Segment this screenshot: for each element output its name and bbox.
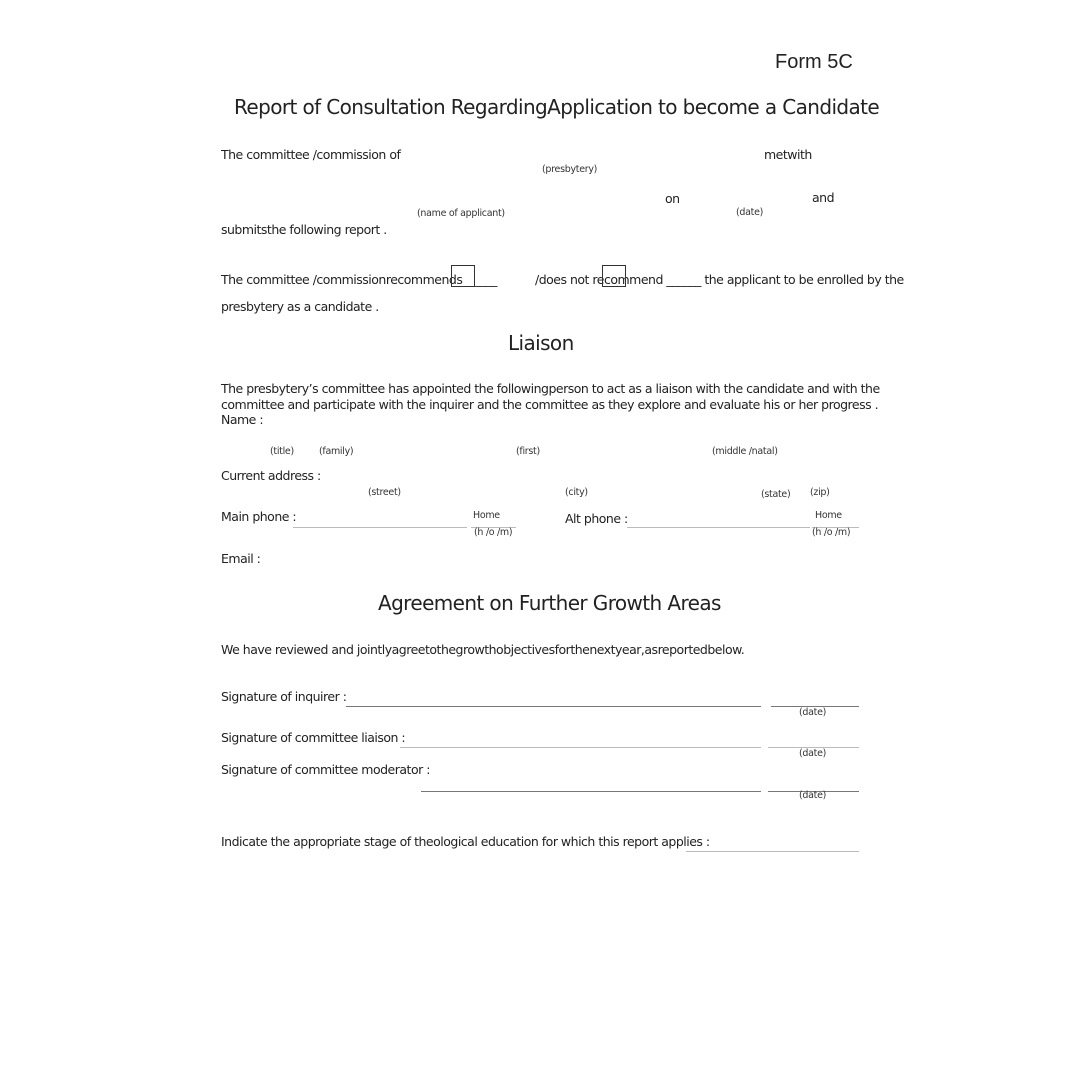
address-label: Current address : xyxy=(221,468,321,483)
middle-hint: (middle /natal) xyxy=(712,446,778,457)
page-title: Report of Consultation RegardingApplication to become a Candidate xyxy=(234,95,880,119)
intro-line3: submitsthe following report . xyxy=(221,222,387,237)
applicant-hint: (name of applicant) xyxy=(417,208,505,219)
liaison-paragraph-1: The presbytery’s committee has appointed the followingperson to act as a liaison with the candidate and with the xyxy=(221,381,880,396)
sig-moderator-field[interactable] xyxy=(421,791,761,792)
intro-line1: The committee /commission of xyxy=(221,147,401,162)
street-hint: (street) xyxy=(368,487,401,498)
main-phone-label: Main phone : xyxy=(221,509,297,524)
intro-on: on xyxy=(665,191,680,206)
liaison-paragraph-2: committee and participate with the inquirer and the committee as they explore and evaluate his or her progress . xyxy=(221,397,879,412)
family-hint: (family) xyxy=(319,446,354,457)
date-hint: (date) xyxy=(799,748,827,759)
agreement-statement: We have reviewed and jointlyagreetothegrowthobjectivesforthenextyear,asreportedbelow. xyxy=(221,642,745,657)
recommends-checkbox[interactable] xyxy=(451,265,475,287)
date-hint: (date) xyxy=(799,707,827,718)
intro-metwith: metwith xyxy=(764,147,812,162)
sig-inquirer-label: Signature of inquirer : xyxy=(221,689,347,704)
main-phone-type-hint: (h /o /m) xyxy=(474,527,513,538)
alt-phone-type[interactable]: Home xyxy=(815,510,842,521)
intro-and: and xyxy=(812,190,835,205)
alt-phone-label: Alt phone : xyxy=(565,511,628,526)
title-hint: (title) xyxy=(270,446,294,457)
does-not-recommend-checkbox[interactable] xyxy=(602,265,626,287)
recommend-text: The committee /commissionrecommends______ xyxy=(221,272,497,287)
alt-phone-type-hint: (h /o /m) xyxy=(812,527,851,538)
stage-label: Indicate the appropriate stage of theological education for which this report applies : xyxy=(221,834,710,849)
city-hint: (city) xyxy=(565,487,588,498)
state-hint: (state) xyxy=(761,489,791,500)
sig-liaison-label: Signature of committee liaison : xyxy=(221,730,406,745)
agreement-heading: Agreement on Further Growth Areas xyxy=(378,591,721,615)
date-hint: (date) xyxy=(799,790,827,801)
form-id: Form 5C xyxy=(775,51,853,73)
alt-phone-field[interactable] xyxy=(627,527,810,528)
not-recommend-text: /does not recommend ______ the applicant to be enrolled by the xyxy=(535,272,904,287)
presbytery-hint: (presbytery) xyxy=(542,164,598,175)
email-label: Email : xyxy=(221,551,261,566)
name-label: Name : xyxy=(221,412,264,427)
recommend-text-cont: presbytery as a candidate . xyxy=(221,299,379,314)
sig-inquirer-field[interactable] xyxy=(346,706,761,707)
sig-liaison-field[interactable] xyxy=(400,747,761,748)
liaison-heading: Liaison xyxy=(508,331,574,355)
date-hint: (date) xyxy=(736,207,764,218)
main-phone-field[interactable] xyxy=(293,527,467,528)
stage-field[interactable] xyxy=(686,851,859,852)
first-hint: (first) xyxy=(516,446,540,457)
zip-hint: (zip) xyxy=(810,487,830,498)
main-phone-type[interactable]: Home xyxy=(473,510,500,521)
sig-moderator-label: Signature of committee moderator : xyxy=(221,762,430,777)
